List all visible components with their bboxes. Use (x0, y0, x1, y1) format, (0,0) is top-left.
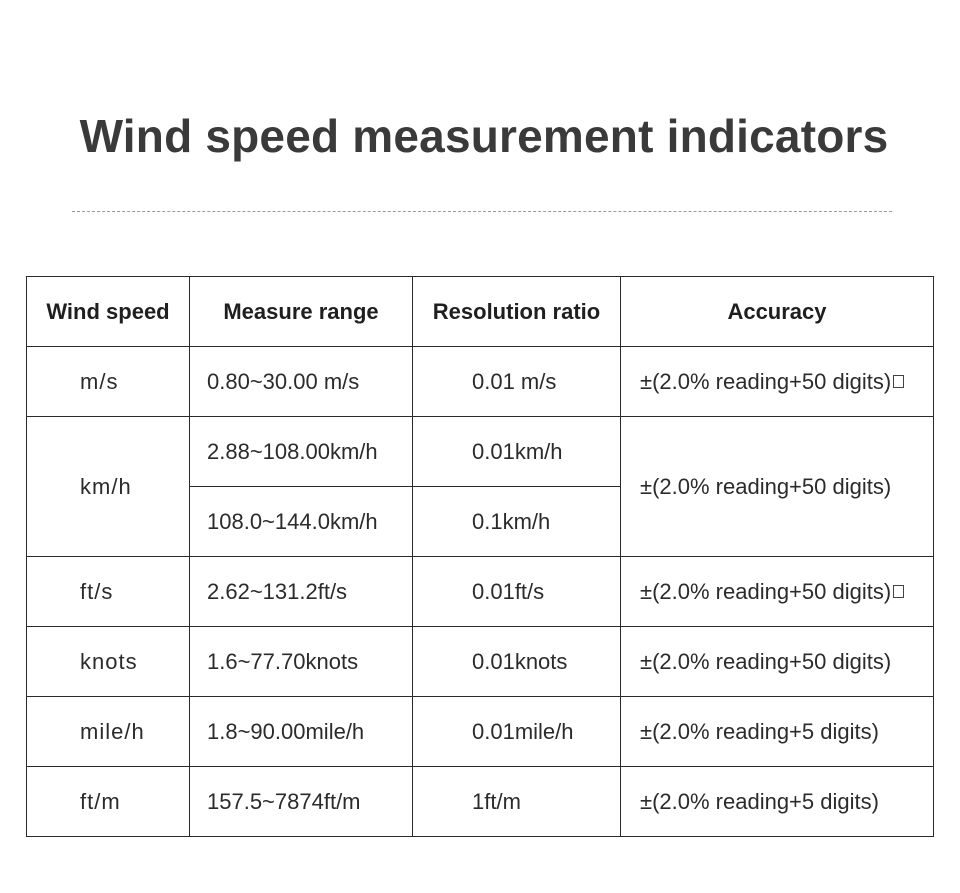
unit-cell (27, 347, 190, 417)
accuracy-text: ±(2.0% reading+50 digits) (640, 578, 892, 604)
accuracy-cell: ±(2.0% reading+5 digits) (621, 767, 934, 837)
range-cell: 2.62~131.2ft/s (190, 557, 413, 627)
page-title: Wind speed measurement indicators (79, 110, 889, 162)
range-cell: 1.6~77.70knots (190, 627, 413, 697)
resolution-cell: 0.01mile/h (413, 697, 621, 767)
missing-glyph-box-icon (893, 375, 904, 388)
resolution-cell: 0.01knots (413, 627, 621, 697)
accuracy-text: ±(2.0% reading+50 digits) (640, 368, 892, 394)
unit-cell (27, 767, 190, 837)
table-row (27, 557, 934, 627)
range-cell: 1.8~90.00mile/h (190, 697, 413, 767)
table-row (27, 697, 934, 767)
unit-cell (27, 557, 190, 627)
unit-cell (27, 627, 190, 697)
table-row (27, 347, 934, 417)
accuracy-cell (621, 347, 934, 417)
table-row (27, 417, 934, 487)
accuracy-cell: ±(2.0% reading+50 digits) (621, 627, 934, 697)
spec-table (26, 276, 934, 837)
resolution-cell: 0.01ft/s (413, 557, 621, 627)
dashed-divider (72, 211, 892, 212)
unit-cell (27, 417, 190, 557)
header-wind-speed: Wind speed (27, 277, 190, 347)
resolution-cell: 0.1km/h (413, 487, 621, 557)
resolution-cell: 0.01km/h (413, 417, 621, 487)
unit-cell (27, 697, 190, 767)
table-row (27, 767, 934, 837)
resolution-cell: 1ft/m (413, 767, 621, 837)
header-resolution-ratio: Resolution ratio (413, 277, 621, 347)
header-measure-range: Measure range (190, 277, 413, 347)
accuracy-cell (621, 557, 934, 627)
range-cell: 0.80~30.00 m/s (190, 347, 413, 417)
unit-label: mile/h (80, 718, 145, 744)
range-cell: 157.5~7874ft/m (190, 767, 413, 837)
unit-label: m/s (80, 368, 119, 394)
table-header-row (27, 277, 934, 347)
range-cell: 2.88~108.00km/h (190, 417, 413, 487)
accuracy-cell: ±(2.0% reading+50 digits) (621, 417, 934, 557)
header-accuracy: Accuracy (621, 277, 934, 347)
missing-glyph-box-icon (893, 585, 904, 598)
unit-label: ft/m (80, 788, 121, 814)
unit-label: km/h (80, 473, 132, 499)
resolution-cell: 0.01 m/s (413, 347, 621, 417)
unit-label: ft/s (80, 578, 114, 604)
range-cell: 108.0~144.0km/h (190, 487, 413, 557)
table-row (27, 627, 934, 697)
unit-label: knots (80, 648, 138, 674)
accuracy-cell: ±(2.0% reading+5 digits) (621, 697, 934, 767)
